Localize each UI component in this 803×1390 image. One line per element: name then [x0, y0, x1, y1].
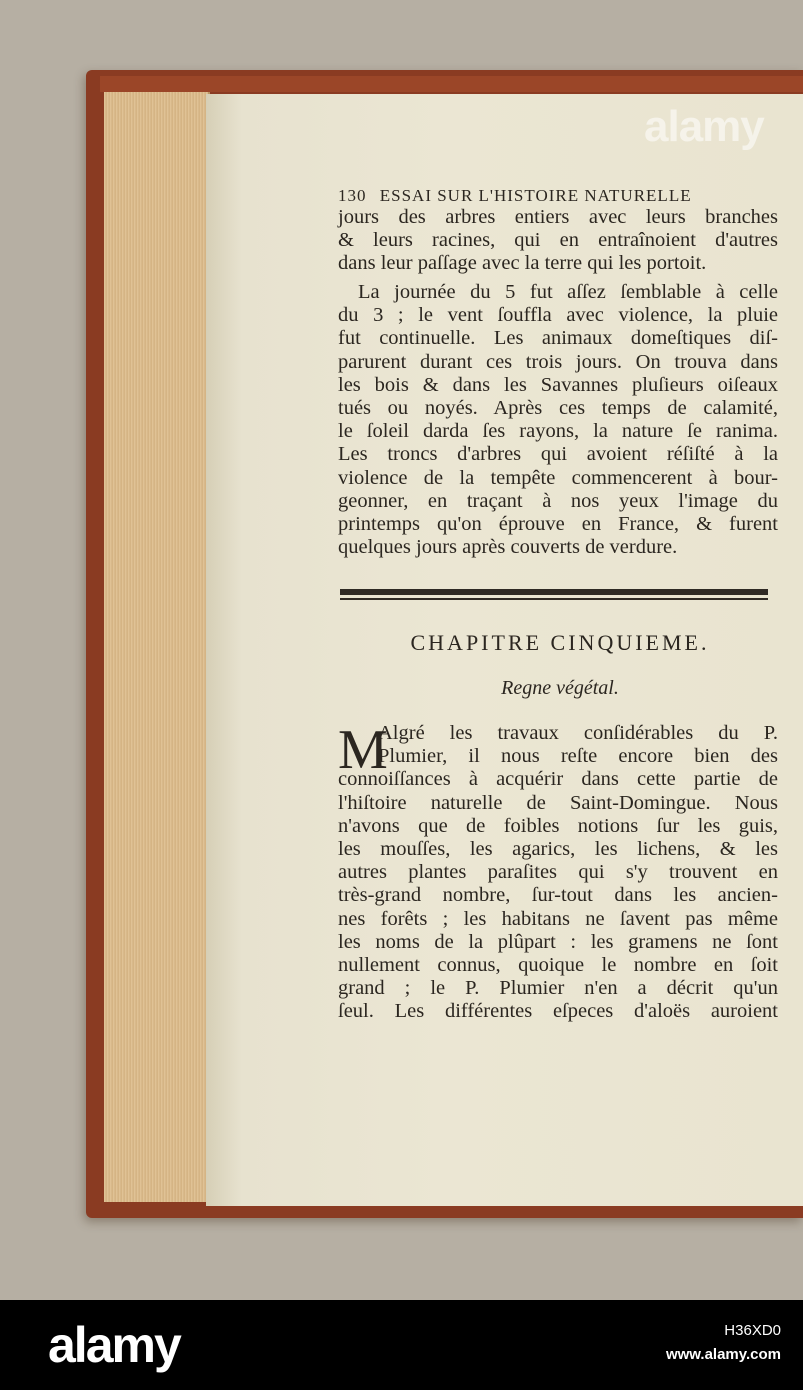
text-line: tués ou noyés. Après ces temps de calamité, — [338, 396, 778, 419]
running-title: ESSAI SUR L'HISTOIRE NATURELLE — [379, 186, 692, 205]
text-line: Plumier, il nous reſte encore bien des — [378, 745, 778, 768]
text-line: Les troncs d'arbres qui avoient réſiſté à la — [338, 443, 778, 466]
text-line: les noms de la plûpart : les gramens ne ſont — [338, 930, 778, 953]
text-line: le ſoleil darda ſes rayons, la nature ſe ranima. — [338, 420, 778, 443]
text-line: autres plantes paraſites qui s'y trouvent en — [338, 861, 778, 884]
image-id: H36XD0 — [724, 1322, 781, 1339]
chapter-heading: CHAPITRE CINQUIEME. — [410, 630, 710, 655]
chapter-subtitle: Regne végétal. — [501, 677, 619, 699]
text-line: l'hiſtoire naturelle de Saint-Domingue. Nous — [338, 791, 778, 814]
text-line: quelques jours après couverts de verdure. — [338, 536, 678, 559]
text-line: connoiſſances à acquérir dans cette partie de — [338, 768, 778, 791]
text-line: & leurs racines, qui en entraînoient d'autres — [338, 229, 778, 252]
drop-cap: M — [338, 719, 388, 781]
page-edges — [104, 92, 210, 1202]
text-line: les bois & dans les Savannes pluſieurs oiſeaux — [338, 373, 778, 396]
text-line: grand ; le P. Plumier n'en a décrit qu'un — [338, 977, 778, 1000]
text-line: dans leur paſſage avec la terre qui les portoit. — [338, 252, 707, 275]
text-line: ſeul. Les différentes eſpeces d'aloës auroient — [338, 1000, 778, 1023]
text-line: les mouſſes, les agarics, les lichens, & les — [338, 837, 778, 860]
paragraph-2 — [338, 281, 778, 559]
watermark-logo: alamy — [644, 102, 764, 151]
text-line: nullement connus, quoique le nombre en ſoit — [338, 953, 778, 976]
chapter-rule — [340, 589, 768, 603]
text-line: La journée du 5 fut aſſez ſemblable à celle — [358, 281, 778, 303]
text-line: n'avons que de foibles notions ſur les guis, — [338, 814, 778, 837]
text-line: Algré les travaux conſidérables du P. — [378, 722, 778, 744]
book-cover-top — [100, 76, 803, 92]
text-line: parurent durant ces trois jours. On trouva dans — [338, 350, 778, 373]
text-line: du 3 ; le vent ſouffla avec violence, la pluie — [338, 304, 778, 327]
text-block-top — [338, 206, 778, 276]
text-line: jours des arbres entiers avec leurs branches — [338, 206, 778, 228]
text-line: printemps qu'on éprouve en France, & furent — [338, 512, 778, 535]
footer-url: www.alamy.com — [665, 1346, 781, 1363]
text-line: geonner, en traçant à nos yeux l'image du — [338, 489, 778, 512]
footer-logo: alamy — [48, 1317, 180, 1373]
paragraph-3 — [338, 719, 778, 1023]
text-line: nes forêts ; les habitans ne ſavent pas même — [338, 907, 778, 930]
rule-thin — [340, 598, 768, 600]
running-header — [338, 186, 718, 206]
text-line: très-grand nombre, ſur-tout dans les ancien- — [338, 884, 778, 907]
page-number: 130 — [338, 186, 367, 205]
text-line: violence de la tempête commencerent à bour- — [338, 466, 778, 489]
text-line: fut continuelle. Les animaux domeſtiques diſ- — [338, 327, 778, 350]
rule-thick — [340, 589, 768, 595]
